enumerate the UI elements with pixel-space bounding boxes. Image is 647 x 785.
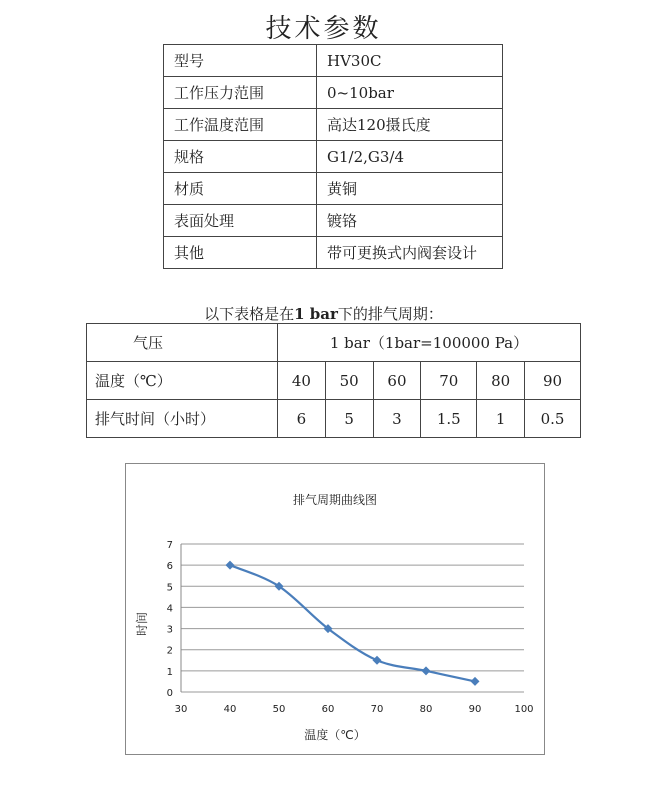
time-cell: 0.5 (525, 400, 581, 438)
x-axis-label: 温度（℃） (304, 728, 366, 742)
data-point (226, 561, 235, 570)
time-label: 排气时间（小时） (87, 400, 278, 438)
spec-label: 工作温度范围 (164, 109, 317, 141)
temp-cell: 40 (278, 362, 326, 400)
caption-pre: 以下表格是在 (204, 305, 295, 323)
table-row (164, 109, 503, 141)
y-tick-label: 2 (166, 645, 173, 657)
spec-value: 0~10bar (317, 77, 503, 109)
chart-svg (126, 464, 544, 754)
data-point (471, 677, 480, 686)
time-cell: 6 (278, 400, 326, 438)
table-row (164, 77, 503, 109)
x-tick-label: 90 (468, 704, 482, 715)
pressure-value: 1 bar（1bar=100000 Pa） (278, 324, 581, 362)
data-point (422, 666, 431, 675)
time-cell: 1 (477, 400, 525, 438)
table-row (164, 205, 503, 237)
vent-table-caption (0, 303, 647, 324)
caption-bold: 1 bar (294, 305, 338, 323)
spec-value: G1/2,G3/4 (317, 141, 503, 173)
spec-value: 黄铜 (317, 173, 503, 205)
time-cell: 3 (373, 400, 421, 438)
page-title: 技术参数 (265, 14, 382, 44)
spec-label: 规格 (164, 141, 317, 173)
x-tick-label: 100 (514, 704, 534, 715)
temp-cell: 50 (325, 362, 373, 400)
x-tick-label: 80 (419, 704, 433, 715)
vent-cycle-chart (125, 463, 545, 755)
spec-label: 表面处理 (164, 205, 317, 237)
table-row (164, 237, 503, 269)
spec-label: 材质 (164, 173, 317, 205)
temp-cell: 70 (421, 362, 477, 400)
chart-title: 排气周期曲线图 (292, 493, 378, 507)
y-tick-label: 6 (166, 561, 173, 573)
x-tick-label: 60 (321, 704, 335, 715)
x-tick-label: 40 (223, 704, 237, 715)
table-row (164, 173, 503, 205)
spec-label: 其他 (164, 237, 317, 269)
temp-cell: 60 (373, 362, 421, 400)
table-row (164, 45, 503, 77)
spec-label: 工作压力范围 (164, 77, 317, 109)
y-tick-label: 5 (166, 582, 173, 594)
vent-cycle-table (86, 323, 581, 438)
table-row (87, 324, 581, 362)
y-tick-label: 7 (166, 540, 173, 551)
table-row (87, 362, 581, 400)
data-point (373, 656, 382, 665)
temp-cell: 90 (525, 362, 581, 400)
spec-value: HV30C (317, 45, 503, 77)
y-tick-label: 4 (166, 603, 173, 615)
y-tick-label: 1 (166, 666, 173, 678)
caption-post: 下的排气周期： (337, 305, 443, 323)
y-axis-label: 时间 (135, 611, 149, 637)
table-row (87, 400, 581, 438)
series-line (230, 565, 475, 681)
time-cell: 5 (325, 400, 373, 438)
spec-value: 高达120摄氏度 (317, 109, 503, 141)
y-tick-label: 3 (166, 624, 173, 636)
spec-value: 镀铬 (317, 205, 503, 237)
table-row (164, 141, 503, 173)
spec-value: 带可更换式内阀套设计 (317, 237, 503, 269)
spec-label: 型号 (164, 45, 317, 77)
x-tick-label: 70 (370, 704, 384, 715)
x-tick-label: 50 (272, 704, 286, 715)
y-tick-label: 0 (166, 688, 173, 699)
x-tick-label: 30 (174, 704, 188, 715)
temp-cell: 80 (477, 362, 525, 400)
spec-table (163, 44, 503, 269)
temp-label: 温度（℃） (87, 362, 278, 400)
pressure-label: 气压 (87, 324, 278, 362)
time-cell: 1.5 (421, 400, 477, 438)
